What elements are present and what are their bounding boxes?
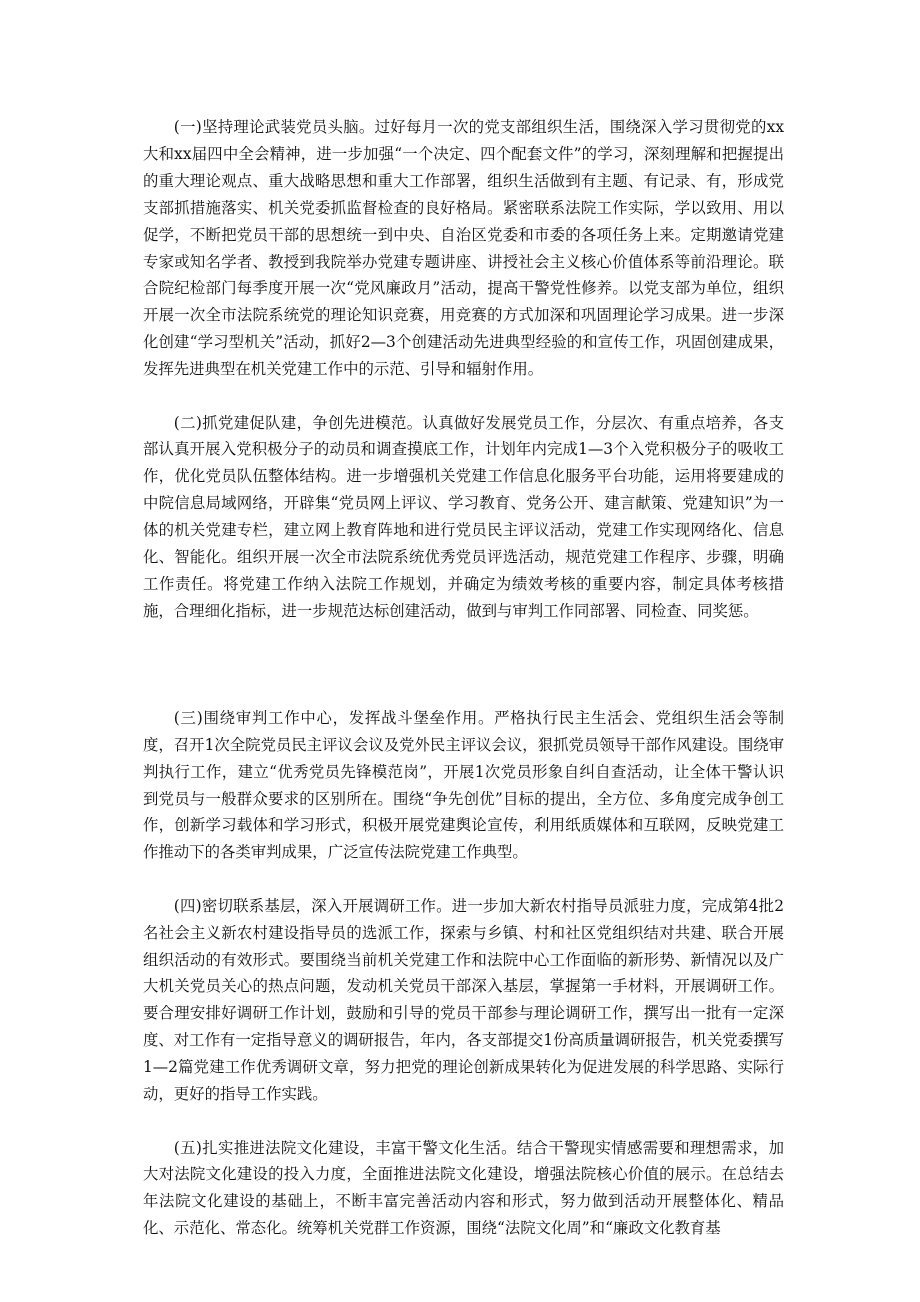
paragraph-1: (一)坚持理论武装党员头脑。过好每月一次的党支部组织生活，围绕深入学习贯彻党的xx大和xx届四中全会精神，进一步加强“一个决定、四个配套文件”的学习，深刻理解和把握提出的重大理论观点、重大战略思想和重大工作部署，组织生活做到有主题、有记录、有，形成党支部抓措施落实、机关党委抓监督检查的良好格局。紧密联系法院工作实际，学以致用、用以促学，不断把党员干部的思想统一到中央、自治区党委和市委的各项任务上来。定期邀请党建专家或知名学者、教授到我院举办党建专题讲座、讲授社会主义核心价值体系等前沿理论。联合院纪检部门每季度开展一次“党风廉政月”活动，提高干警党性修养。以党支部为单位，组织开展一次全市法院系统党的理论知识竞赛，用竞赛的方式加深和巩固理论学习成果。进一步深化创建“学习型机关”活动，抓好2—3个创建活动先进典型经验的和宣传工作，巩固创建成果，发挥先进典型在机关党建工作中的示范、引导和辐射作用。	[143, 118, 784, 379]
paragraph-4: (四)密切联系基层，深入开展调研工作。进一步加大新农村指导员派驻力度，完成第4批2名社会主义新农村建设指导员的选派工作，探索与乡镇、村和社区党组织结对共建、联合开展组织活动的有效形式。要围绕当前机关党建工作和法院中心工作面临的新形势、新情况以及广大机关党员关心的热点问题，发动机关党员干部深入基层，掌握第一手材料，开展调研工作。要合理安排好调研工作计划，鼓励和引导的党员干部参与理论调研工作，撰写出一批有一定深度、对工作有一定指导意义的调研报告，年内，各支部提交1份高质量调研报告，机关党委撰写1—2篇党建工作优秀调研文章，努力把党的理论创新成果转化为促进发展的科学思路、实际行动，更好的指导工作实践。	[143, 896, 784, 1104]
paragraph-3: (三)围绕审判工作中心，发挥战斗堡垒作用。严格执行民主生活会、党组织生活会等制度，召开1次全院党员民主评议会议及党外民主评议会议，狠抓党员领导干部作风建设。围绕审判执行工作，建立“优秀党员先锋模范岗”，开展1次党员形象自纠自查活动，让全体干警认识到党员与一般群众要求的区别所在。围绕“争先创优”目标的提出，全方位、多角度完成争创工作，创新学习载体和学习形式，积极开展党建舆论宣传，利用纸质媒体和互联网，反映党建工作推动下的各类审判成果，广泛宣传法院党建工作典型。	[143, 708, 784, 862]
paragraph-5: (五)扎实推进法院文化建设，丰富干警文化生活。结合干警现实情感需要和理想需求，加大对法院文化建设的投入力度，全面推进法院文化建设，增强法院核心价值的展示。在总结去年法院文化建设的基础上，不断丰富完善活动内容和形式，努力做到活动开展整体化、精品化、示范化、常态化。统筹机关党群工作资源，围绕“法院文化周”和“廉政文化教育基	[143, 1138, 784, 1238]
document-body	[143, 114, 784, 1242]
paragraph-2: (二)抓党建促队建，争创先进模范。认真做好发展党员工作，分层次、有重点培养，各支部认真开展入党积极分子的动员和调查摸底工作，计划年内完成1—3个入党积极分子的吸收工作，优化党员队伍整体结构。进一步增强机关党建工作信息化服务平台功能，运用将要建成的中院信息局域网络，开辟集“党员网上评议、学习教育、党务公开、建言献策、党建知识”为一体的机关党建专栏，建立网上教育阵地和进行党员民主评议活动，党建工作实现网络化、信息化、智能化。组织开展一次全市法院系统优秀党员评选活动，规范党建工作程序、步骤，明确工作责任。将党建工作纳入法院工作规划，并确定为绩效考核的重要内容，制定具体考核措施，合理细化指标，进一步规范达标创建活动，做到与审判工作同部署、同检查、同奖惩。	[143, 413, 784, 620]
